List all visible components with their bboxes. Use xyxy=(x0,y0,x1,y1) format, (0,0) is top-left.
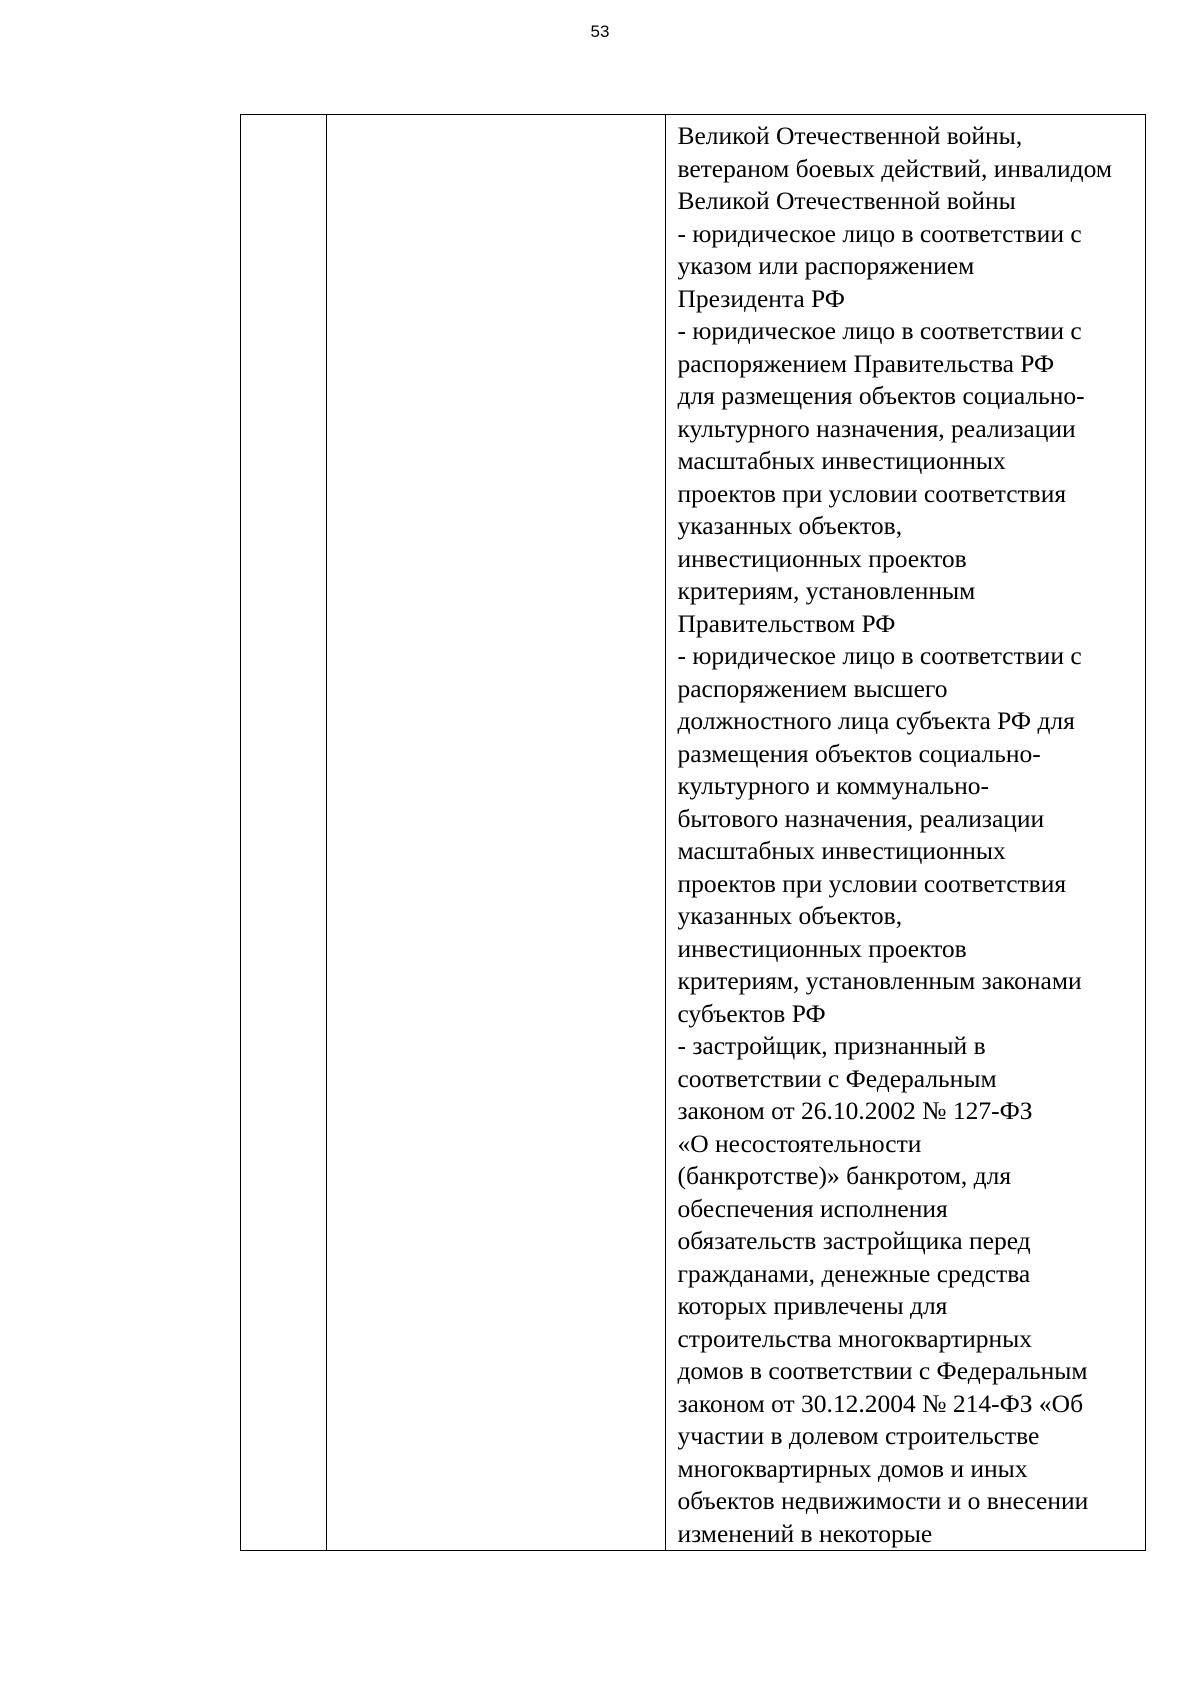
text-line: «О несостоятельности xyxy=(677,1128,922,1158)
page-number: 53 xyxy=(590,22,610,41)
text-line: законом от 30.12.2004 № 214-ФЗ «Об xyxy=(677,1388,1084,1418)
text-line: законом от 26.10.2002 № 127-ФЗ xyxy=(677,1096,1033,1125)
text-line: обеспечения исполнения xyxy=(677,1193,948,1223)
document-table xyxy=(240,114,1146,1551)
text-line: указанных объектов, xyxy=(677,511,903,540)
text-line: распоряжением высшего xyxy=(677,673,948,703)
text-line: Правительством РФ xyxy=(677,608,896,638)
text-line: инвестиционных проектов xyxy=(677,933,967,963)
text-line: которых привлечены для xyxy=(677,1291,948,1320)
table-cell-description xyxy=(327,115,666,1551)
text-line: масштабных инвестиционных xyxy=(677,836,1006,865)
text-line: для размещения объектов социально- xyxy=(677,381,1085,410)
text-line: должностного лица субъекта РФ для xyxy=(677,706,1075,735)
text-line: указом или распоряжением xyxy=(677,251,975,280)
text-line: - застройщик, признанный в xyxy=(677,1031,986,1060)
text-line: ветераном боевых действий, инвалидом xyxy=(677,153,1113,183)
text-line: изменений в некоторые xyxy=(677,1518,933,1548)
text-line: критериям, установленным xyxy=(677,576,976,605)
text-line: соответствии с Федеральным xyxy=(677,1063,997,1093)
table-cell-number xyxy=(241,115,327,1551)
text-line: строительства многоквартирных xyxy=(677,1323,1033,1353)
table-cell-details xyxy=(666,115,1146,1551)
text-line: обязательств застройщика перед xyxy=(677,1226,1031,1255)
text-line: указанных объектов, xyxy=(677,901,903,930)
details-text xyxy=(666,115,1145,1550)
text-line: многоквартирных домов и иных xyxy=(677,1453,1028,1483)
text-line: - юридическое лицо в соответствии с xyxy=(677,218,1082,248)
text-line: Президента РФ xyxy=(677,283,845,313)
text-line: критериям, установленным законами xyxy=(677,966,1082,995)
text-line: культурного и коммунально- xyxy=(677,771,989,800)
text-line: размещения объектов социально- xyxy=(677,738,1041,768)
table-row xyxy=(241,115,1146,1551)
text-line: распоряжением Правительства РФ xyxy=(677,348,1055,378)
text-line: масштабных инвестиционных xyxy=(677,446,1006,475)
text-line: домов в соответствии с Федеральным xyxy=(677,1356,1088,1385)
text-line: участии в долевом строительстве xyxy=(677,1421,1040,1450)
text-line: субъектов РФ xyxy=(677,998,826,1028)
text-line: гражданами, денежные средства xyxy=(677,1258,1031,1288)
text-line: - юридическое лицо в соответствии с xyxy=(677,641,1082,670)
text-line: бытового назначения, реализации xyxy=(677,803,1045,833)
text-line: (банкротстве)» банкротом, для xyxy=(677,1161,1012,1190)
text-line: Великой Отечественной войны, xyxy=(677,121,1023,150)
text-line: инвестиционных проектов xyxy=(677,543,967,573)
text-line: - юридическое лицо в соответствии с xyxy=(677,316,1082,345)
text-line: объектов недвижимости и о внесении xyxy=(677,1486,1089,1515)
text-line: проектов при условии соответствия xyxy=(677,868,1067,898)
text-line: культурного назначения, реализации xyxy=(677,413,1076,443)
text-line: проектов при условии соответствия xyxy=(677,478,1067,508)
text-line: Великой Отечественной войны xyxy=(677,186,1016,215)
